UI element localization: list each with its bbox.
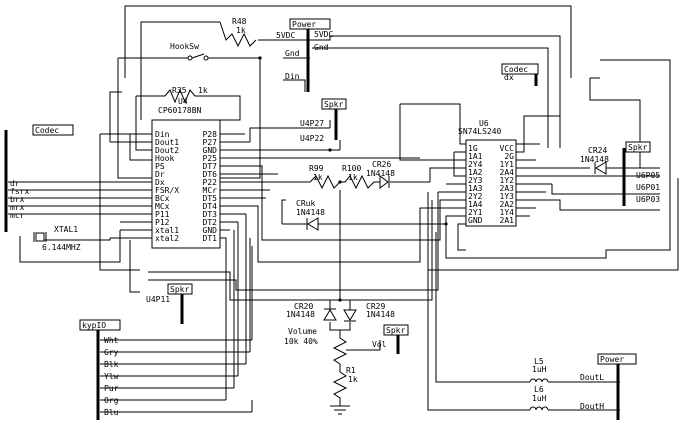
xtal1 [34, 225, 81, 252]
net-u4p11: U4P11 [146, 295, 171, 304]
connector-label: Spkr [170, 285, 190, 294]
kypio-net-2: Blk [104, 360, 119, 369]
connector-label: kypIO [82, 321, 107, 330]
volume-value: 10k 40% [284, 337, 318, 346]
net-u4p27: U4P27 [300, 119, 325, 128]
u6-left-pins [468, 144, 483, 225]
u6-left-pin-8: 2Y1 [468, 208, 483, 217]
r99-value: 1k [313, 173, 323, 182]
kypio-net-1: Gry [104, 348, 119, 357]
u6-right-pin-5: 2A3 [499, 184, 514, 193]
kypio-net-4: Pur [104, 384, 119, 393]
net-u6p03: U6P03 [636, 195, 661, 204]
net-gnd: Gnd [314, 43, 329, 52]
u4-part: CP60178BN [158, 106, 202, 115]
u4-chip [152, 97, 220, 248]
kypio-net-3: Ylw [104, 372, 119, 381]
u6-left-pin-2: 2Y4 [468, 160, 483, 169]
connector-label: Spkr [628, 143, 648, 152]
u4-right-pin-13: DT1 [202, 234, 217, 243]
u4-right-pin-6: P22 [202, 178, 217, 187]
diode-cr29-symbol [344, 310, 356, 320]
net-5vdc: 5VDC [276, 31, 296, 40]
hook-switch [170, 42, 208, 60]
u4-left-pin-8: BCx [155, 194, 170, 203]
cr26-part: 1N4148 [366, 169, 395, 178]
u4-right-pin-8: DT5 [202, 194, 217, 203]
u4-left-pin-2: Dout2 [155, 146, 180, 155]
u4-ref: U4 [178, 97, 188, 106]
u6-right-pin-2: 1Y1 [499, 160, 514, 169]
codec-net-0: dr [10, 179, 20, 188]
connector-spkr-right [626, 142, 650, 152]
net-dx: dx [504, 73, 514, 82]
l5-value: 1uH [532, 365, 547, 374]
net-vol: Vol [372, 340, 387, 349]
bus-bars [6, 28, 624, 420]
connector-spkr-vol [384, 325, 408, 335]
u4-right-pin-1: P27 [202, 138, 217, 147]
u6-right-pin-3: 2A4 [499, 168, 514, 177]
r35-ref: R35 [172, 86, 187, 95]
kypio-net-0: Wht [104, 336, 119, 345]
net-5vdc: 5VDC [314, 30, 334, 39]
connector-label: Spkr [386, 326, 406, 335]
xtal1-ref: XTAL1 [54, 225, 79, 234]
cr24-ref: CR24 [588, 146, 608, 155]
u4-right-pin-7: MCr [202, 186, 217, 195]
hooksw-label: HookSw [170, 42, 199, 51]
connector-label: Codec [504, 65, 529, 74]
u6-left-pin-6: 2Y2 [468, 192, 483, 201]
u6-left-pin-1: 1A1 [468, 152, 483, 161]
u4-left-pin-10: P11 [155, 210, 170, 219]
l5-ref: L5 [534, 357, 544, 366]
r1-ref: R1 [346, 366, 356, 375]
r100-value: 1k [348, 173, 358, 182]
u4-left-pin-3: Hook [155, 154, 175, 163]
u6-right-pin-6: 1Y3 [499, 192, 514, 201]
u4-right-pin-10: DT3 [202, 210, 217, 219]
u4-left-pin-9: MCx [155, 202, 170, 211]
net-u6p01: U6P01 [636, 183, 661, 192]
l6-ref: L6 [534, 385, 544, 394]
u6-left-pin-9: GND [468, 216, 483, 225]
diode-cr20-symbol [324, 310, 336, 320]
u4-left-pins [155, 130, 179, 243]
kypio-net-6: Blu [104, 408, 119, 417]
u6-left-pin-0: 1G [468, 144, 478, 153]
kypio-nets [104, 336, 119, 417]
cr20-ref: CR20 [294, 302, 314, 311]
connector-label: Codec [35, 126, 60, 135]
u4-left-pin-7: FSR/X [155, 186, 180, 195]
u6-right-pin-1: 2G [504, 152, 514, 161]
cruk-ref: CRuk [296, 199, 316, 208]
u6-chip [458, 119, 516, 226]
l6-value: 1uH [532, 394, 547, 403]
u4-right-pins [203, 130, 218, 243]
connector-label: Spkr [324, 100, 344, 109]
u6-left-pin-5: 1A3 [468, 184, 483, 193]
net-u6p05: U6P05 [636, 171, 661, 180]
net-gnd: Gnd [285, 49, 300, 58]
codec-net-3: mrx [10, 203, 25, 212]
u6-right-pin-4: 1Y2 [499, 176, 514, 185]
connector-codec-left [33, 125, 73, 135]
connector-power-bottom [598, 354, 636, 364]
volume-ref: Volume [288, 327, 317, 336]
u6-right-pin-7: 2A2 [499, 200, 514, 209]
u4-right-pin-2: GND [202, 146, 217, 155]
connector-kypio [80, 320, 120, 330]
u4-left-pin-13: xtal2 [155, 234, 180, 243]
r35-value: 1k [198, 86, 208, 95]
codec-net-4: mcr [10, 211, 25, 220]
u4-left-pin-12: xtal1 [155, 226, 180, 235]
u6-right-pin-0: VCC [499, 144, 514, 153]
r48-ref: R48 [232, 17, 247, 26]
u4-left-pin-11: P12 [155, 218, 170, 227]
codec-net-1: fsrx [10, 187, 30, 196]
cr20-part: 1N4148 [286, 310, 315, 319]
connector-spkr-u4 [322, 99, 346, 109]
u4-right-pin-11: DT2 [202, 218, 217, 227]
cr29-part: 1N4148 [366, 310, 395, 319]
u4-left-pin-6: Dx [155, 178, 165, 187]
diode-cruk-symbol [308, 218, 318, 230]
u4-left-pin-0: Din [155, 130, 170, 139]
connector-label: Power [600, 355, 625, 364]
xtal1-value: 6.144MHZ [42, 243, 81, 252]
u6-right-pin-8: 1Y4 [499, 208, 514, 217]
connector-label: Power [292, 20, 317, 29]
cruk-part: 1N4148 [296, 208, 325, 217]
cr26-ref: CR26 [372, 160, 392, 169]
u4-left-pin-1: Dout1 [155, 138, 180, 147]
r1-value: 1k [348, 375, 358, 384]
codec-net-2: brx [10, 195, 25, 204]
u4-left-pin-5: Dr [155, 170, 165, 179]
u6-left-pin-7: 1A4 [468, 200, 483, 209]
r99-ref: R99 [309, 164, 324, 173]
u6-left-pin-3: 1A2 [468, 168, 483, 177]
u6-part: SN74LS240 [458, 127, 502, 136]
net-din: Din [285, 72, 300, 81]
connector-power-top [290, 19, 330, 29]
r100-ref: R100 [342, 164, 362, 173]
u4-right-pin-4: DT7 [202, 162, 217, 171]
u6-ref: U6 [479, 119, 489, 128]
net-douth: DoutH [580, 402, 605, 411]
cr24-part: 1N4148 [580, 155, 609, 164]
kypio-net-5: Org [104, 396, 119, 405]
u4-right-pin-9: DT4 [202, 202, 217, 211]
cr29-ref: CR29 [366, 302, 386, 311]
u4-right-pin-0: P28 [202, 130, 217, 139]
r48-value: 1k [236, 26, 246, 35]
net-doutl: DoutL [580, 373, 605, 382]
net-u4p22: U4P22 [300, 134, 325, 143]
u6-right-pin-9: 2A1 [499, 216, 514, 225]
u6-left-pin-4: 2Y3 [468, 176, 483, 185]
connector-spkr-u4p11 [168, 284, 192, 294]
u4-right-pin-5: DT6 [202, 170, 217, 179]
u4-right-pin-3: P25 [202, 154, 217, 163]
u4-left-pin-4: PS [155, 162, 165, 171]
u4-right-pin-12: GND [202, 226, 217, 235]
